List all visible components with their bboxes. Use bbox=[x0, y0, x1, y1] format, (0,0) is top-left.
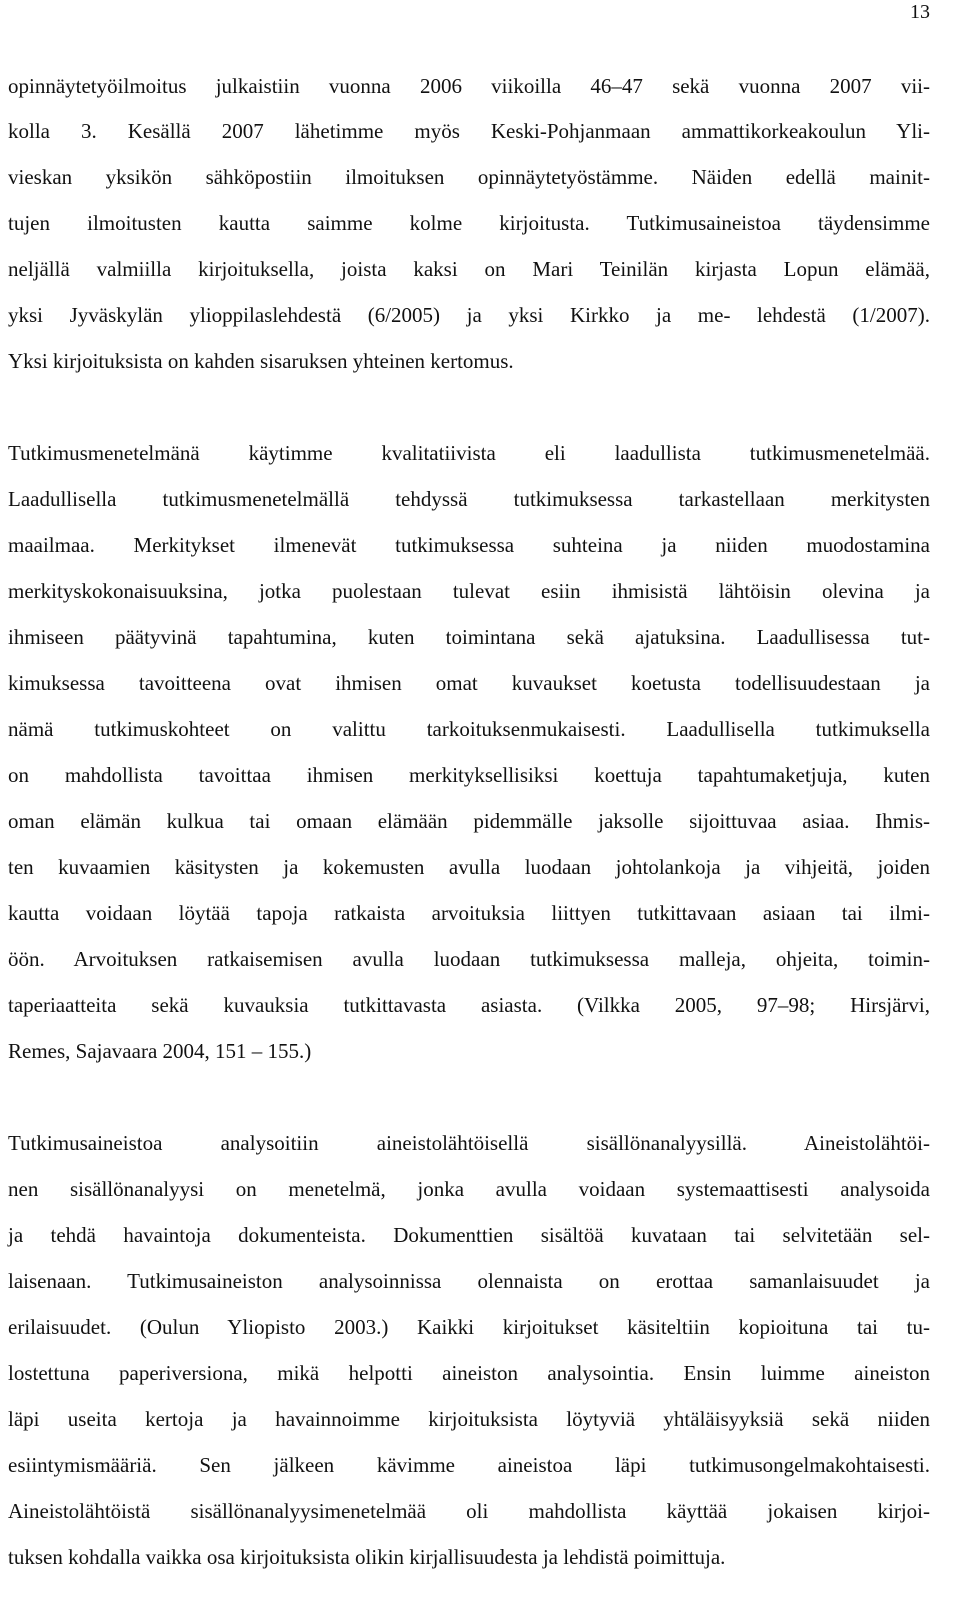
text-line: merkityskokonaisuuksina, jotka puolestaan tulevat esiin ihmisistä lähtöisin olevina ja bbox=[8, 579, 930, 603]
text-line: esiintymismääriä. Sen jälkeen kävimme aineistoa läpi tutkimusongelmakohtaisesti. bbox=[8, 1453, 930, 1477]
page-number: 13 bbox=[910, 1, 930, 23]
text-line: ihmiseen päätyvinä tapahtumina, kuten toimintana sekä ajatuksina. Laadullisessa tut- bbox=[8, 625, 930, 649]
text-line: ten kuvaamien käsitysten ja kokemusten avulla luodaan johtolankoja ja vihjeitä, joiden bbox=[8, 855, 930, 879]
text-line: nen sisällönanalyysi on menetelmä, jonka avulla voidaan systemaattisesti analysoida bbox=[8, 1177, 930, 1201]
text-line: tujen ilmoitusten kautta saimme kolme kirjoitusta. Tutkimusaineistoa täydensimme bbox=[8, 211, 930, 235]
text-line: Tutkimusaineistoa analysoitiin aineistolähtöisellä sisällönanalyysillä. Aineistolähtöi- bbox=[8, 1131, 930, 1155]
text-line: maailmaa. Merkitykset ilmenevät tutkimuksessa suhteina ja niiden muodostamina bbox=[8, 533, 930, 557]
text-line: Tutkimusmenetelmänä käytimme kvalitatiivista eli laadullista tutkimusmenetelmää. bbox=[8, 441, 930, 465]
text-line: kolla 3. Kesällä 2007 lähetimme myös Keski-Pohjanmaan ammattikorkeakoulun Yli- bbox=[8, 119, 930, 143]
text-line: vieskan yksikön sähköpostiin ilmoituksen opinnäytetyöstämme. Näiden edellä mainit- bbox=[8, 165, 930, 189]
text-line: nämä tutkimuskohteet on valittu tarkoituksenmukaisesti. Laadullisella tutkimuksella bbox=[8, 717, 930, 741]
text-line: öön. Arvoituksen ratkaisemisen avulla luodaan tutkimuksessa malleja, ohjeita, toimin- bbox=[8, 947, 930, 971]
text-line: läpi useita kertoja ja havainnoimme kirjoituksista löytyviä yhtäläisyyksiä sekä niiden bbox=[8, 1407, 930, 1431]
text-line: kimuksessa tavoitteena ovat ihmisen omat kuvaukset koetusta todellisuudestaan ja bbox=[8, 671, 930, 695]
text-line: erilaisuudet. (Oulun Yliopisto 2003.) Kaikki kirjoitukset käsiteltiin kopioituna tai tu- bbox=[8, 1315, 930, 1339]
text-line: tuksen kohdalla vaikka osa kirjoituksista olikin kirjallisuudesta ja lehdistä poimittuja. bbox=[8, 1545, 726, 1569]
text-line: oman elämän kulkua tai omaan elämään pidemmälle jaksolle sijoittuvaa asiaa. Ihmis- bbox=[8, 809, 930, 833]
text-line: Aineistolähtöistä sisällönanalyysimenetelmää oli mahdollista käyttää jokaisen kirjoi- bbox=[8, 1499, 930, 1523]
text-line: on mahdollista tavoittaa ihmisen merkityksellisiksi koettuja tapahtumaketjuja, kuten bbox=[8, 763, 930, 787]
text-line: opinnäytetyöilmoitus julkaistiin vuonna 2006 viikoilla 46–47 sekä vuonna 2007 vii- bbox=[8, 74, 930, 98]
text-line: laisenaan. Tutkimusaineiston analysoinnissa olennaista on erottaa samanlaisuudet ja bbox=[8, 1269, 930, 1293]
text-line: Yksi kirjoituksista on kahden sisaruksen yhteinen kertomus. bbox=[8, 349, 514, 373]
text-line: kautta voidaan löytää tapoja ratkaista arvoituksia liittyen tutkittavaan asiaan tai ilmi- bbox=[8, 901, 930, 925]
text-line: Laadullisella tutkimusmenetelmällä tehdyssä tutkimuksessa tarkastellaan merkitysten bbox=[8, 487, 930, 511]
text-line: lostettuna paperiversiona, mikä helpotti aineiston analysointia. Ensin luimme aineiston bbox=[8, 1361, 930, 1385]
text-line: neljällä valmiilla kirjoituksella, joista kaksi on Mari Teinilän kirjasta Lopun elämää, bbox=[8, 257, 930, 281]
text-line: taperiaatteita sekä kuvauksia tutkittavasta asiasta. (Vilkka 2005, 97–98; Hirsjärvi, bbox=[8, 993, 930, 1017]
text-line: Remes, Sajavaara 2004, 151 – 155.) bbox=[8, 1039, 312, 1063]
text-line: ja tehdä havaintoja dokumenteista. Dokumenttien sisältöä kuvataan tai selvitetään sel- bbox=[8, 1223, 930, 1247]
text-line: yksi Jyväskylän ylioppilaslehdestä (6/2005) ja yksi Kirkko ja me- lehdestä (1/2007). bbox=[8, 303, 930, 327]
